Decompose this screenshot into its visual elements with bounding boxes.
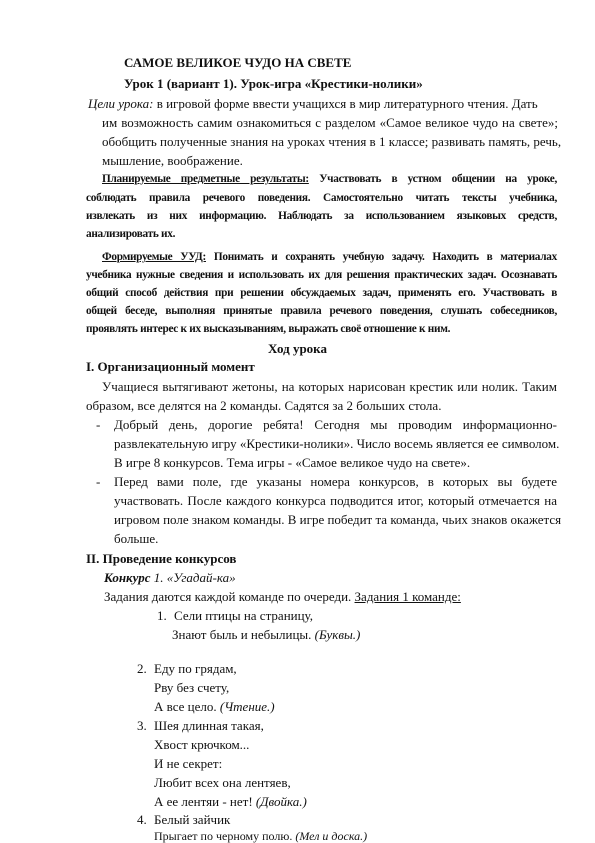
contest-intro: Задания даются каждой команде по очереди. Задания 1 команде: <box>104 589 461 604</box>
goals-label: Цели урока: <box>88 96 154 111</box>
course-heading: Ход урока <box>268 341 327 356</box>
planned-line-1: Планируемые предметные результаты: Участвовать в устном общении на уроке, <box>102 173 557 185</box>
contest-title: Конкурс 1. «Угадай-ка» <box>104 570 236 585</box>
section-1-heading: I. Организационный момент <box>86 359 255 374</box>
riddle-number: 1. <box>157 608 167 623</box>
riddle-answer: (Двойка.) <box>255 794 307 809</box>
bullet-2-line-4: больше. <box>114 531 159 546</box>
riddle-answer: (Чтение.) <box>219 699 275 714</box>
bullet-2-line-1: Перед вами поле, где указаны номера конкурсов, в которых вы будете <box>114 474 557 489</box>
riddle-line: И не секрет: <box>154 756 223 771</box>
riddle-line-with-answer: А все цело. (Чтение.) <box>154 699 275 714</box>
goals-line-2: им возможность самим ознакомиться с разделом «Самое великое чудо на свете»; <box>102 115 558 130</box>
uud-line-5: проявлять интерес к их высказываниям, выражать своё отношение к ним. <box>86 323 451 335</box>
section-1-para-line-2: образом, все делятся на 2 команды. Садятся за 2 больших стола. <box>86 398 442 413</box>
bullet-2-line-2: участвовать. После каждого конкурса подводится итог, который отмечается на <box>114 493 557 508</box>
riddle-number: 2. <box>137 661 147 676</box>
uud-line-3: общий способ действия при решении обсуждаемых задач, применять его. Участвовать в <box>86 287 557 299</box>
riddle-number: 4. <box>137 812 147 827</box>
riddle-line: Сели птицы на страницу, <box>174 608 314 623</box>
riddle-line-with-answer: А ее лентяи - нет! (Двойка.) <box>154 794 307 809</box>
section-2-heading: II. Проведение конкурсов <box>86 551 237 566</box>
planned-line-3: извлекать из них информацию. Наблюдать за использованием языковых средств, <box>86 210 557 222</box>
riddle-answer: (Мел и доска.) <box>295 829 368 843</box>
planned-label: Планируемые предметные результаты: <box>102 173 309 185</box>
riddle-line: Белый зайчик <box>154 812 231 827</box>
bullet-1-line-2: развлекательную игру «Крестики-нолики». Число восемь является ее символом. <box>114 436 560 451</box>
goals-line-3: обобщить полученные знания на уроках чтения в 1 классе; развивать память, речь, <box>102 134 562 149</box>
riddle-line: Рву без счету, <box>154 680 230 695</box>
bullet-2-line-3: игровом поле знаком команды. В игре победит та команда, чьих знаков окажется <box>114 512 562 527</box>
bullet-1-line-3: В игре 8 конкурсов. Тема игры - «Самое великое чудо на свете». <box>114 455 471 470</box>
planned-line-4: анализировать их. <box>86 228 176 240</box>
uud-line-4: общей беседе, выполняя принятые правила речевого поведения, слушать собеседников, <box>86 305 557 317</box>
riddle-line-with-answer: Прыгает по черному полю. (Мел и доска.) <box>154 829 368 843</box>
lesson-subtitle: Урок 1 (вариант 1). Урок-игра «Крестики-нолики» <box>124 76 423 91</box>
riddle-number: 3. <box>137 718 147 733</box>
riddle-answer: (Буквы.) <box>314 627 361 642</box>
goals-line-4: мышление, воображение. <box>102 153 243 168</box>
bullet-dash: - <box>96 417 101 432</box>
team-1-tasks-label: Задания 1 команде: <box>354 589 461 604</box>
uud-line-1: Формируемые УУД: Понимать и сохранять учебную задачу. Находить в материалах <box>102 251 557 263</box>
bullet-dash: - <box>96 474 101 489</box>
riddle-line-with-answer: Знают быль и небылицы. (Буквы.) <box>172 627 361 642</box>
planned-line-2: соблюдать правила речевого поведения. Самостоятельно читать тексты учебника, <box>86 192 557 204</box>
riddle-line: Любит всех она лентяев, <box>154 775 291 790</box>
goals-line-1: Цели урока: в игровой форме ввести учащихся в мир литературного чтения. Дать <box>88 96 538 111</box>
bullet-1-line-1: Добрый день, дорогие ребята! Сегодня мы проводим информационно- <box>114 417 557 432</box>
section-1-para-line-1: Учащиеся вытягивают жетоны, на которых нарисован крестик или нолик. Таким <box>102 379 557 394</box>
riddle-line: Шея длинная такая, <box>154 718 264 733</box>
riddle-line: Еду по грядам, <box>154 661 237 676</box>
riddle-line: Хвост крючком... <box>154 737 250 752</box>
document-title: САМОЕ ВЕЛИКОЕ ЧУДО НА СВЕТЕ <box>124 55 352 70</box>
uud-line-2: учебника нужные сведения и использовать их для решения практических задач. Осознавать <box>86 269 557 281</box>
uud-label: Формируемые УУД: <box>102 251 206 263</box>
